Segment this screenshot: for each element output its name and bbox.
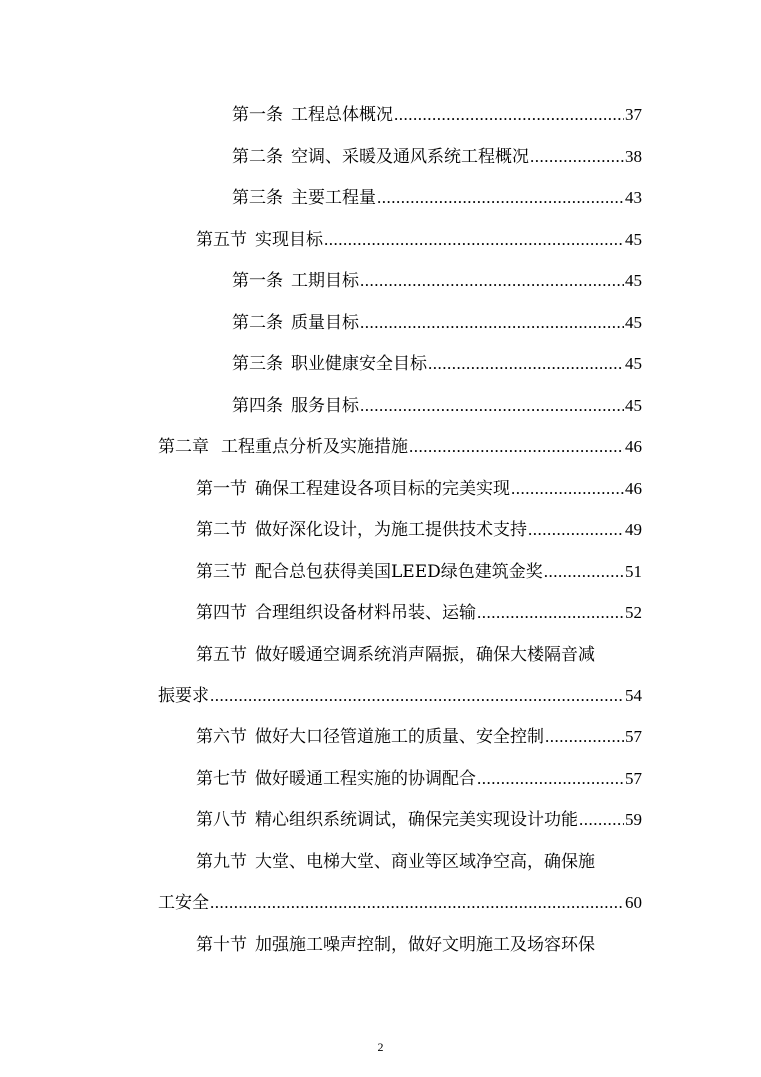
toc-entry[interactable] [196, 640, 595, 665]
toc-entry-number: 第二节 [196, 520, 247, 540]
toc-dot-leader [544, 562, 624, 582]
toc-entry[interactable] [196, 805, 642, 830]
toc-entry-page: 45 [625, 313, 642, 332]
toc-dot-leader [545, 727, 624, 747]
toc-entry-page: 37 [625, 105, 642, 124]
toc-entry-number: 第九节 [196, 852, 247, 872]
toc-dot-leader [377, 188, 624, 208]
toc-entry-title: 工期目标 [291, 271, 359, 291]
toc-entry[interactable] [196, 722, 642, 747]
toc-entry-page: 51 [625, 562, 642, 581]
toc-entry[interactable] [232, 391, 642, 416]
toc-entry-number: 第一条 [232, 271, 283, 291]
toc-entry[interactable] [232, 308, 642, 333]
toc-entry-number: 第三条 [232, 188, 283, 208]
toc-entry-number: 第二章 [158, 437, 209, 457]
toc-dot-leader [360, 313, 624, 333]
toc-dot-leader [579, 810, 624, 830]
toc-entry-title: 确保工程建设各项目标的完美实现 [255, 479, 510, 499]
toc-entry-chapter[interactable] [158, 432, 642, 457]
toc-entry-title-continuation: 工安全 [158, 893, 209, 913]
toc-entry[interactable] [196, 598, 642, 623]
toc-entry-title: 合理组织设备材料吊装、运输 [255, 603, 476, 623]
toc-entry[interactable] [232, 183, 642, 208]
toc-entry[interactable] [232, 100, 642, 125]
toc-entry-page: 45 [625, 230, 642, 249]
toc-entry-page: 57 [625, 769, 642, 788]
toc-entry-page: 54 [625, 686, 642, 705]
toc-entry-title: 精心组织系统调试，确保完美实现设计功能 [255, 810, 578, 830]
toc-dot-leader [360, 271, 624, 291]
toc-entry-number: 第八节 [196, 810, 247, 830]
toc-entry-number: 第一条 [232, 105, 283, 125]
toc-entry-page: 38 [625, 147, 642, 166]
toc-entry-continuation[interactable] [158, 888, 642, 913]
toc-entry-page: 45 [625, 271, 642, 290]
toc-entry-title: 大堂、电梯大堂、商业等区域净空高，确保施 [255, 852, 595, 872]
toc-entry-title: 实现目标 [255, 230, 323, 250]
toc-entry-number: 第五节 [196, 230, 247, 250]
toc-dot-leader [324, 230, 624, 250]
toc-entry-title: 配合总包获得美国LEED绿色建筑金奖 [255, 562, 543, 582]
toc-entry-number: 第十节 [196, 935, 247, 955]
toc-entry-number: 第六节 [196, 727, 247, 747]
toc-entry-number: 第五节 [196, 645, 247, 665]
toc-entry-page: 45 [625, 354, 642, 373]
toc-entry[interactable] [196, 474, 642, 499]
toc-entry-number: 第二条 [232, 147, 283, 167]
toc-entry-page: 52 [625, 603, 642, 622]
toc-entry-number: 第一节 [196, 479, 247, 499]
toc-entry-title: 做好暖通工程实施的协调配合 [255, 769, 476, 789]
toc-entry-continuation[interactable] [158, 681, 642, 706]
toc-entry-number: 第四节 [196, 603, 247, 623]
page-number: 2 [377, 1040, 384, 1054]
toc-entry-title: 空调、采暖及通风系统工程概况 [291, 147, 529, 167]
toc-entry[interactable] [196, 225, 642, 250]
toc-entry-page: 46 [625, 437, 642, 456]
toc-dot-leader [394, 105, 624, 125]
toc-entry-page: 49 [625, 520, 642, 539]
toc-entry-number: 第三节 [196, 562, 247, 582]
toc-dot-leader [528, 520, 624, 540]
toc-entry-page: 59 [625, 810, 642, 829]
toc-dot-leader [409, 437, 624, 457]
toc-entry-title: 主要工程量 [291, 188, 376, 208]
toc-entry-title: 做好暖通空调系统消声隔振，确保大楼隔音减 [255, 645, 595, 665]
toc-entry-title: 职业健康安全目标 [291, 354, 427, 374]
toc-dot-leader [360, 396, 624, 416]
toc-dot-leader [477, 769, 624, 789]
toc-entry[interactable] [232, 142, 642, 167]
toc-entry-number: 第三条 [232, 354, 283, 374]
toc-entry-number: 第二条 [232, 313, 283, 333]
toc-entry-number: 第七节 [196, 769, 247, 789]
toc-entry-title: 服务目标 [291, 396, 359, 416]
toc-dot-leader [210, 893, 624, 913]
toc-entry-number: 第四条 [232, 396, 283, 416]
toc-entry-title: 做好深化设计，为施工提供技术支持 [255, 520, 527, 540]
toc-entry-page: 43 [625, 188, 642, 207]
toc-entry-title: 工程重点分析及实施措施 [221, 437, 408, 457]
toc-entry[interactable] [196, 515, 642, 540]
toc-dot-leader [530, 147, 624, 167]
toc-entry-title: 质量目标 [291, 313, 359, 333]
toc-entry-page: 46 [625, 479, 642, 498]
toc-entry[interactable] [196, 557, 642, 582]
toc-dot-leader [210, 686, 624, 706]
toc-dot-leader [477, 603, 624, 623]
toc-dot-leader [511, 479, 624, 499]
toc-entry-title: 做好大口径管道施工的质量、安全控制 [255, 727, 544, 747]
toc-entry[interactable] [196, 764, 642, 789]
toc-entry-title: 加强施工噪声控制，做好文明施工及场容环保 [255, 935, 595, 955]
toc-entry-title-continuation: 振要求 [158, 686, 209, 706]
toc-entry-page: 45 [625, 396, 642, 415]
toc-entry[interactable] [196, 930, 595, 955]
toc-dot-leader [428, 354, 624, 374]
toc-entry-page: 60 [625, 893, 642, 912]
toc-entry-page: 57 [625, 727, 642, 746]
toc-entry[interactable] [232, 349, 642, 374]
toc-entry[interactable] [196, 847, 595, 872]
toc-entry-title: 工程总体概况 [291, 105, 393, 125]
toc-entry[interactable] [232, 266, 642, 291]
